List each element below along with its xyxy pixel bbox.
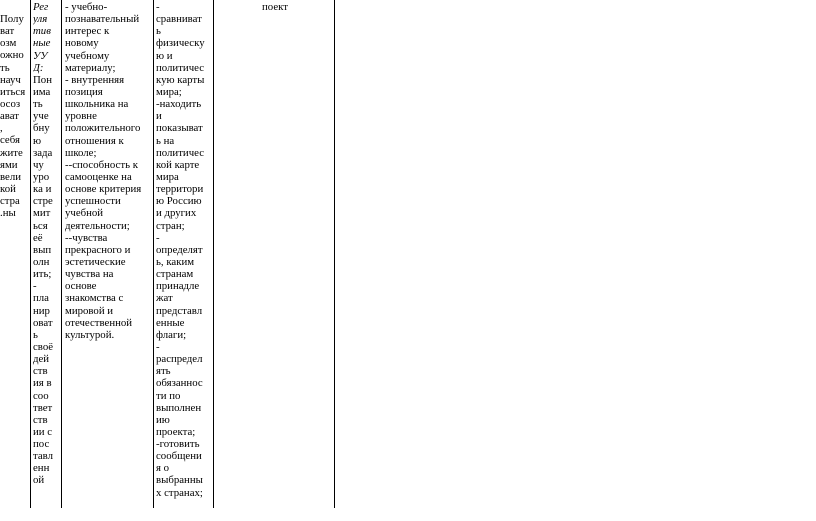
text-line: кую карты [156, 73, 205, 86]
text-line: мира; [156, 85, 182, 98]
text-line: ств [33, 413, 48, 426]
text-line: осоз [0, 97, 21, 110]
column-divider [61, 0, 62, 508]
text-line: самооценке на [65, 170, 132, 183]
text-line: и других [156, 207, 197, 220]
text-line: эстетические [65, 255, 126, 268]
text-line: физическу [156, 37, 205, 50]
text-line: Полу [0, 13, 24, 25]
text-line: уля [33, 13, 48, 26]
text-line: чу [33, 158, 44, 171]
text-line: ь, каким [156, 255, 195, 268]
text-line: вели [0, 170, 21, 183]
text-line: уро [33, 170, 50, 183]
text-line: её [33, 231, 43, 244]
text-line: учебной [65, 207, 104, 220]
text-line: --чувства [65, 231, 108, 244]
text-line: поект [262, 1, 288, 13]
text-line: познавательный [65, 13, 140, 26]
text-line: уровне [65, 110, 97, 123]
text-line: - [156, 1, 160, 13]
text-line: прекрасного и [65, 243, 131, 256]
text-line: твет [33, 401, 53, 414]
text-line: и [156, 110, 162, 123]
text-line: -готовить [156, 438, 200, 451]
text-line: --способность к [65, 158, 138, 171]
text-line: принадле [156, 280, 200, 293]
cell-subject-skills [156, 0, 214, 509]
text-line: ств [33, 365, 48, 378]
text-line: ия в [33, 377, 52, 390]
cell-project [216, 0, 334, 509]
text-line: ю Россию [156, 195, 202, 208]
text-line: я о [156, 462, 170, 475]
text-line: показыват [156, 122, 203, 135]
text-line: жат [156, 292, 173, 305]
column-divider [153, 0, 154, 508]
text-line: отечественной [65, 316, 133, 329]
text-line: ю [33, 134, 42, 147]
text-line: школьника на [65, 98, 129, 111]
text-line: пла [33, 292, 49, 305]
text-line: отношения к [65, 134, 124, 147]
text-line: новому [65, 37, 99, 50]
text-line: успешности [65, 195, 121, 208]
text-line: -находить [156, 98, 202, 111]
text-line: бну [33, 122, 50, 135]
text-line: ять [156, 365, 171, 378]
text-line: сообщени [156, 450, 202, 463]
text-line: стра [0, 195, 20, 208]
text-line: жите [0, 146, 23, 159]
text-line: ават [0, 110, 19, 123]
text-line: соо [33, 389, 49, 402]
text-line: - [33, 280, 37, 293]
text-line: выполнен [156, 401, 202, 414]
text-line: вып [33, 243, 52, 256]
text-line: ю и [156, 49, 173, 62]
text-line: иться [0, 85, 26, 98]
text-line: основе [65, 280, 97, 293]
text-line: политичес [156, 61, 204, 74]
text-line: ны. [0, 207, 16, 220]
text-line: пос [33, 438, 50, 451]
text-line: ть [0, 61, 10, 74]
text-line: знакомства с [65, 292, 124, 305]
text-line: Рег [33, 1, 49, 13]
text-line: ть [33, 98, 43, 111]
text-line: - [156, 340, 160, 353]
text-line: интерес к [65, 25, 110, 38]
text-line: сравниват [156, 13, 202, 26]
text-line: дей [33, 353, 50, 366]
text-line: - внутренняя [65, 73, 125, 86]
text-line: чувства на [65, 268, 114, 281]
text-line: ить; [33, 268, 52, 281]
text-line: выбранны [156, 474, 203, 487]
text-line: мировой и [65, 304, 114, 317]
text-line: Пон [33, 73, 52, 86]
text-line: ти по [156, 389, 181, 402]
text-line: - [156, 231, 160, 244]
text-line: има [33, 85, 51, 98]
text-line: позиция [65, 85, 103, 98]
text-line: своё [33, 340, 54, 353]
text-line: ожно [0, 49, 24, 62]
text-line: территори [156, 183, 204, 196]
text-line: науч [0, 73, 21, 86]
text-line: кой [0, 182, 16, 195]
text-line: основе критерия [65, 183, 142, 196]
text-line: , [0, 122, 3, 135]
text-line: нир [33, 304, 50, 317]
text-line: ии с [33, 425, 53, 438]
text-line: тив [33, 25, 51, 38]
text-line: странам [156, 268, 194, 281]
cell-regulatory-uud [33, 0, 59, 509]
text-line: политичес [156, 146, 204, 159]
cell-personal-outcomes [0, 0, 29, 521]
text-line: ой [33, 474, 45, 487]
text-line: школе; [65, 146, 97, 159]
text-line: деятельности; [65, 219, 130, 232]
text-line: учебному [65, 49, 110, 62]
text-line: материалу; [65, 61, 116, 74]
text-line: стран; [156, 219, 185, 232]
text-line: ка и [33, 183, 52, 196]
text-line: ват [0, 25, 15, 38]
text-line: ию [156, 413, 170, 426]
text-line: распредел [156, 353, 203, 366]
text-line: оват [33, 316, 53, 329]
text-line: стре [33, 195, 53, 208]
text-line: х странах; [156, 486, 203, 499]
text-line: мит [33, 207, 51, 220]
text-line: мира [156, 170, 179, 183]
text-line: Д: [33, 61, 44, 74]
text-line: кой карте [156, 158, 200, 171]
text-line: определят [156, 243, 203, 256]
text-line: енные [156, 316, 185, 329]
column-divider [334, 0, 335, 508]
text-line: культурой. [65, 328, 115, 341]
text-line: проекта; [156, 425, 196, 438]
text-line: - учебно- [65, 1, 108, 13]
text-line: ные [33, 37, 51, 50]
text-line: ь на [156, 134, 175, 147]
text-line: обязаннос [156, 377, 203, 390]
cell-personal-uud [65, 0, 153, 509]
text-line: енн [33, 462, 50, 475]
text-line: УУ [33, 49, 48, 62]
text-line: ь [156, 25, 161, 38]
text-line: представл [156, 304, 203, 317]
text-line: себя [0, 134, 20, 147]
text-line: положительного [65, 122, 141, 135]
text-line: ь [33, 328, 38, 341]
text-line: уче [33, 110, 49, 123]
column-divider [30, 0, 31, 508]
text-line: флаги; [156, 328, 187, 341]
text-line: тавл [33, 450, 53, 463]
text-line: ями [0, 158, 18, 171]
text-line: озм [0, 37, 17, 50]
text-line: зада [33, 146, 53, 159]
text-line: олн [33, 255, 50, 268]
text-line: ься [33, 219, 48, 232]
